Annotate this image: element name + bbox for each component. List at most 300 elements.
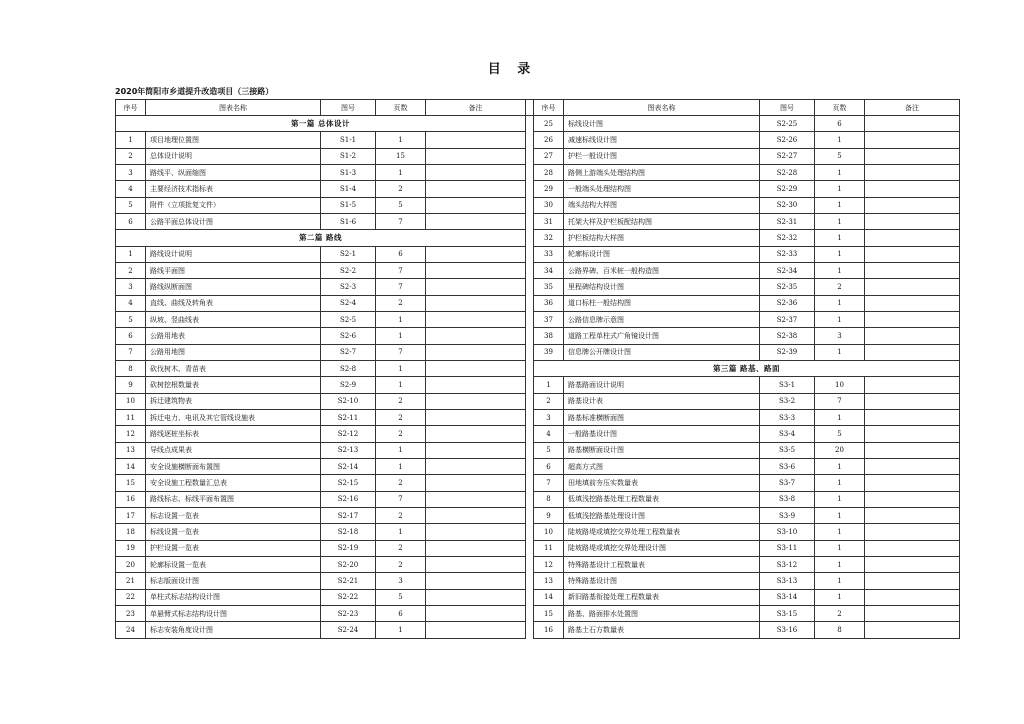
entry-name: 道路工程单柱式广角镜设计图	[564, 328, 760, 344]
entry-drawing-code: S2-31	[760, 213, 815, 229]
entry-note	[865, 524, 960, 540]
entry-note	[426, 213, 526, 229]
entry-name: 安全设施工程数量汇总表	[146, 475, 321, 491]
entry-note	[426, 475, 526, 491]
entry-drawing-code: S1-1	[321, 132, 376, 148]
entry-number: 37	[534, 311, 564, 327]
entry-name: 标志版面设计图	[146, 573, 321, 589]
entry-page-count: 1	[376, 377, 426, 393]
entry-note	[426, 458, 526, 474]
entry-page-count: 1	[815, 573, 865, 589]
header-row	[116, 100, 960, 116]
entry-drawing-code: S3-3	[760, 409, 815, 425]
entry-note	[865, 426, 960, 442]
entry-note	[865, 605, 960, 621]
entry-number: 19	[116, 540, 146, 556]
entry-drawing-code: S2-8	[321, 360, 376, 376]
table-row	[116, 442, 960, 458]
entry-drawing-code: S3-5	[760, 442, 815, 458]
entry-page-count: 2	[376, 426, 426, 442]
entry-number: 23	[116, 605, 146, 621]
entry-number: 6	[534, 458, 564, 474]
entry-number: 15	[534, 605, 564, 621]
column-gap	[526, 491, 534, 507]
entry-number: 39	[534, 344, 564, 360]
entry-page-count: 2	[815, 605, 865, 621]
entry-drawing-code: S2-34	[760, 262, 815, 278]
entry-name: 道口标柱一般结构图	[564, 295, 760, 311]
entry-number: 32	[534, 230, 564, 246]
column-gap	[526, 622, 534, 638]
entry-number: 1	[116, 132, 146, 148]
entry-number: 10	[534, 524, 564, 540]
entry-name: 路基土石方数量表	[564, 622, 760, 638]
entry-note	[865, 328, 960, 344]
entry-drawing-code: S2-4	[321, 295, 376, 311]
entry-page-count: 15	[376, 148, 426, 164]
entry-note	[865, 377, 960, 393]
entry-number: 33	[534, 246, 564, 262]
entry-number: 38	[534, 328, 564, 344]
entry-note	[865, 491, 960, 507]
entry-drawing-code: S3-8	[760, 491, 815, 507]
table-row	[116, 279, 960, 295]
entry-drawing-code: S2-27	[760, 148, 815, 164]
entry-number: 16	[534, 622, 564, 638]
entry-number: 12	[534, 556, 564, 572]
entry-number: 25	[534, 116, 564, 132]
entry-name: 路线纵断面图	[146, 279, 321, 295]
entry-number: 36	[534, 295, 564, 311]
entry-note	[865, 116, 960, 132]
entry-name: 附件（立项批复文件）	[146, 197, 321, 213]
entry-drawing-code: S2-3	[321, 279, 376, 295]
table-row	[116, 116, 960, 132]
entry-name: 低填浅挖路基处理设计图	[564, 507, 760, 523]
entry-drawing-code: S1-3	[321, 164, 376, 180]
entry-page-count: 1	[376, 442, 426, 458]
entry-note	[865, 475, 960, 491]
entry-name: 公路用地图	[146, 344, 321, 360]
entry-name: 路线设计说明	[146, 246, 321, 262]
entry-note	[426, 573, 526, 589]
entry-number: 8	[116, 360, 146, 376]
entry-page-count: 7	[815, 393, 865, 409]
entry-number: 15	[116, 475, 146, 491]
entry-note	[865, 540, 960, 556]
column-gap	[526, 589, 534, 605]
entry-note	[426, 279, 526, 295]
column-gap	[526, 605, 534, 621]
entry-note	[865, 213, 960, 229]
column-gap	[526, 540, 534, 556]
entry-note	[426, 164, 526, 180]
column-gap	[526, 344, 534, 360]
entry-note	[865, 181, 960, 197]
entry-note	[865, 295, 960, 311]
entry-name: 拆迁电力、电讯及其它管线设施表	[146, 409, 321, 425]
entry-page-count: 20	[815, 442, 865, 458]
entry-page-count: 8	[815, 622, 865, 638]
entry-number: 4	[534, 426, 564, 442]
entry-name: 护栏一般设计图	[564, 148, 760, 164]
entry-drawing-code: S2-39	[760, 344, 815, 360]
entry-drawing-code: S1-5	[321, 197, 376, 213]
entry-note	[865, 132, 960, 148]
entry-name: 新旧路基衔接处理工程数量表	[564, 589, 760, 605]
entry-page-count: 1	[815, 262, 865, 278]
column-gap	[526, 197, 534, 213]
entry-drawing-code: S3-10	[760, 524, 815, 540]
entry-name: 总体设计说明	[146, 148, 321, 164]
entry-page-count: 1	[376, 311, 426, 327]
header-no: 序号	[534, 100, 564, 116]
entry-note	[865, 589, 960, 605]
entry-drawing-code: S3-1	[760, 377, 815, 393]
entry-page-count: 6	[815, 116, 865, 132]
entry-drawing-code: S2-6	[321, 328, 376, 344]
entry-drawing-code: S2-38	[760, 328, 815, 344]
column-gap	[526, 100, 534, 116]
table-row	[116, 524, 960, 540]
entry-drawing-code: S2-2	[321, 262, 376, 278]
entry-page-count: 1	[376, 328, 426, 344]
column-gap	[526, 279, 534, 295]
entry-number: 12	[116, 426, 146, 442]
entry-note	[426, 148, 526, 164]
column-gap	[526, 295, 534, 311]
column-gap	[526, 132, 534, 148]
contents-table	[115, 99, 960, 639]
table-row	[116, 605, 960, 621]
table-row	[116, 540, 960, 556]
entry-note	[865, 573, 960, 589]
entry-number: 26	[534, 132, 564, 148]
entry-note	[426, 344, 526, 360]
entry-drawing-code: S2-18	[321, 524, 376, 540]
column-gap	[526, 213, 534, 229]
entry-drawing-code: S2-5	[321, 311, 376, 327]
entry-drawing-code: S1-4	[321, 181, 376, 197]
entry-drawing-code: S2-1	[321, 246, 376, 262]
entry-page-count: 2	[376, 181, 426, 197]
table-row	[116, 197, 960, 213]
table-row	[116, 328, 960, 344]
header-note: 备注	[865, 100, 960, 116]
entry-page-count: 7	[376, 262, 426, 278]
entry-note	[426, 409, 526, 425]
table-row	[116, 458, 960, 474]
column-gap	[526, 360, 534, 376]
entry-page-count: 2	[376, 475, 426, 491]
table-row	[116, 344, 960, 360]
header-pages: 页数	[815, 100, 865, 116]
entry-page-count: 7	[376, 279, 426, 295]
header-name: 图表名称	[564, 100, 760, 116]
table-row	[116, 262, 960, 278]
entry-page-count: 1	[815, 246, 865, 262]
entry-number: 31	[534, 213, 564, 229]
table-row	[116, 393, 960, 409]
entry-name: 护栏板结构大样图	[564, 230, 760, 246]
table-row	[116, 360, 960, 376]
entry-name: 安全设施横断面布置图	[146, 458, 321, 474]
entry-number: 27	[534, 148, 564, 164]
header-no: 序号	[116, 100, 146, 116]
table-row	[116, 426, 960, 442]
entry-page-count: 2	[376, 507, 426, 523]
section-heading: 第二篇 路线	[116, 230, 526, 246]
entry-page-count: 1	[815, 230, 865, 246]
entry-page-count: 1	[815, 556, 865, 572]
entry-note	[426, 622, 526, 638]
entry-number: 10	[116, 393, 146, 409]
entry-name: 单柱式标志结构设计图	[146, 589, 321, 605]
table-row	[116, 230, 960, 246]
entry-name: 托架大样及护栏板配结构图	[564, 213, 760, 229]
entry-drawing-code: S2-12	[321, 426, 376, 442]
entry-number: 11	[116, 409, 146, 425]
entry-page-count: 3	[376, 573, 426, 589]
entry-drawing-code: S1-6	[321, 213, 376, 229]
entry-name: 特殊路基设计图	[564, 573, 760, 589]
entry-page-count: 1	[815, 458, 865, 474]
entry-note	[865, 393, 960, 409]
entry-name: 田地填前夯压实数量表	[564, 475, 760, 491]
header-code: 图号	[321, 100, 376, 116]
entry-note	[426, 360, 526, 376]
entry-page-count: 1	[815, 164, 865, 180]
entry-name: 轮廓标设计图	[564, 246, 760, 262]
entry-drawing-code: S2-36	[760, 295, 815, 311]
table-row	[116, 507, 960, 523]
entry-number: 13	[534, 573, 564, 589]
entry-name: 标线设置一览表	[146, 524, 321, 540]
entry-name: 路基路面设计说明	[564, 377, 760, 393]
entry-drawing-code: S3-15	[760, 605, 815, 621]
entry-page-count: 1	[376, 164, 426, 180]
column-gap	[526, 507, 534, 523]
table-row	[116, 181, 960, 197]
table-row	[116, 246, 960, 262]
entry-page-count: 5	[376, 197, 426, 213]
entry-drawing-code: S3-4	[760, 426, 815, 442]
entry-note	[426, 589, 526, 605]
entry-number: 30	[534, 197, 564, 213]
entry-drawing-code: S2-24	[321, 622, 376, 638]
entry-number: 35	[534, 279, 564, 295]
entry-name: 纵坡、竖曲线表	[146, 311, 321, 327]
entry-page-count: 1	[815, 295, 865, 311]
entry-name: 公路信息牌示意图	[564, 311, 760, 327]
entry-page-count: 1	[815, 491, 865, 507]
column-gap	[526, 475, 534, 491]
entry-page-count: 1	[376, 132, 426, 148]
entry-name: 单悬臂式标志结构设计图	[146, 605, 321, 621]
entry-page-count: 7	[376, 213, 426, 229]
entry-number: 6	[116, 213, 146, 229]
entry-page-count: 2	[376, 295, 426, 311]
header-code: 图号	[760, 100, 815, 116]
entry-page-count: 1	[815, 197, 865, 213]
entry-note	[426, 295, 526, 311]
column-gap	[526, 556, 534, 572]
entry-note	[865, 507, 960, 523]
entry-number: 21	[116, 573, 146, 589]
entry-page-count: 7	[376, 491, 426, 507]
entry-name: 公路用地表	[146, 328, 321, 344]
entry-page-count: 7	[376, 344, 426, 360]
entry-drawing-code: S3-2	[760, 393, 815, 409]
entry-name: 特殊路基设计工程数量表	[564, 556, 760, 572]
table-row	[116, 573, 960, 589]
entry-note	[865, 458, 960, 474]
entry-drawing-code: S1-2	[321, 148, 376, 164]
entry-page-count: 1	[376, 622, 426, 638]
entry-page-count: 1	[815, 507, 865, 523]
project-name: 2020年简阳市乡道提升改造项目（三接路）	[115, 87, 274, 96]
section-heading: 第三篇 路基、路面	[534, 360, 960, 376]
entry-number: 8	[534, 491, 564, 507]
entry-name: 低填浅挖路基处理工程数量表	[564, 491, 760, 507]
entry-name: 一般端头处理结构图	[564, 181, 760, 197]
entry-drawing-code: S2-33	[760, 246, 815, 262]
entry-name: 路基标准横断面图	[564, 409, 760, 425]
entry-number: 16	[116, 491, 146, 507]
entry-number: 5	[534, 442, 564, 458]
entry-drawing-code: S2-16	[321, 491, 376, 507]
entry-page-count: 2	[376, 409, 426, 425]
table-row	[116, 213, 960, 229]
column-gap	[526, 230, 534, 246]
entry-number: 20	[116, 556, 146, 572]
entry-number: 7	[534, 475, 564, 491]
entry-note	[426, 442, 526, 458]
entry-note	[865, 279, 960, 295]
entry-drawing-code: S2-14	[321, 458, 376, 474]
column-gap	[526, 426, 534, 442]
table-row	[116, 377, 960, 393]
entry-number: 7	[116, 344, 146, 360]
entry-name: 标志设置一览表	[146, 507, 321, 523]
entry-page-count: 10	[815, 377, 865, 393]
entry-number: 3	[116, 279, 146, 295]
entry-note	[426, 132, 526, 148]
entry-note	[865, 442, 960, 458]
entry-page-count: 1	[815, 540, 865, 556]
entry-name: 护栏设置一览表	[146, 540, 321, 556]
entry-page-count: 1	[376, 458, 426, 474]
entry-name: 路基、路面排水处置图	[564, 605, 760, 621]
entry-drawing-code: S2-30	[760, 197, 815, 213]
entry-drawing-code: S2-10	[321, 393, 376, 409]
entry-name: 信息牌公开牌设计图	[564, 344, 760, 360]
entry-note	[426, 311, 526, 327]
table-row	[116, 148, 960, 164]
entry-name: 项目地理位置图	[146, 132, 321, 148]
column-gap	[526, 311, 534, 327]
entry-drawing-code: S2-32	[760, 230, 815, 246]
entry-name: 路侧上游端头处理结构图	[564, 164, 760, 180]
entry-page-count: 6	[376, 605, 426, 621]
entry-note	[865, 344, 960, 360]
entry-number: 3	[534, 409, 564, 425]
entry-name: 拆迁建筑物表	[146, 393, 321, 409]
column-gap	[526, 393, 534, 409]
table-row	[116, 491, 960, 507]
entry-name: 路基设计表	[564, 393, 760, 409]
entry-page-count: 1	[815, 589, 865, 605]
column-gap	[526, 573, 534, 589]
entry-number: 24	[116, 622, 146, 638]
entry-name: 路基横断面设计图	[564, 442, 760, 458]
table-row	[116, 311, 960, 327]
entry-drawing-code: S3-12	[760, 556, 815, 572]
entry-number: 13	[116, 442, 146, 458]
entry-note	[426, 507, 526, 523]
entry-name: 标志安装角度设计图	[146, 622, 321, 638]
entry-page-count: 1	[815, 132, 865, 148]
entry-name: 主要经济技术指标表	[146, 181, 321, 197]
column-gap	[526, 148, 534, 164]
entry-drawing-code: S2-7	[321, 344, 376, 360]
entry-number: 2	[534, 393, 564, 409]
entry-note	[426, 393, 526, 409]
entry-number: 29	[534, 181, 564, 197]
entry-note	[865, 164, 960, 180]
entry-page-count: 1	[815, 311, 865, 327]
entry-drawing-code: S2-11	[321, 409, 376, 425]
entry-note	[865, 262, 960, 278]
entry-drawing-code: S2-29	[760, 181, 815, 197]
entry-name: 路线逐桩坐标表	[146, 426, 321, 442]
entry-drawing-code: S2-26	[760, 132, 815, 148]
entry-name: 砍树挖根数量表	[146, 377, 321, 393]
entry-name: 标线设计图	[564, 116, 760, 132]
entry-name: 公路界碑、百米桩一般构造图	[564, 262, 760, 278]
entry-drawing-code: S2-19	[321, 540, 376, 556]
entry-drawing-code: S3-11	[760, 540, 815, 556]
entry-number: 11	[534, 540, 564, 556]
entry-drawing-code: S2-25	[760, 116, 815, 132]
column-gap	[526, 524, 534, 540]
entry-drawing-code: S2-17	[321, 507, 376, 523]
column-gap	[526, 164, 534, 180]
entry-note	[426, 426, 526, 442]
entry-drawing-code: S2-22	[321, 589, 376, 605]
entry-number: 1	[534, 377, 564, 393]
entry-name: 轮廓标设置一览表	[146, 556, 321, 572]
entry-note	[426, 262, 526, 278]
entry-number: 1	[116, 246, 146, 262]
entry-note	[426, 377, 526, 393]
entry-drawing-code: S2-13	[321, 442, 376, 458]
entry-page-count: 1	[815, 213, 865, 229]
table-row	[116, 589, 960, 605]
entry-number: 2	[116, 148, 146, 164]
column-gap	[526, 458, 534, 474]
entry-name: 路线标志、标线平面布置图	[146, 491, 321, 507]
entry-page-count: 2	[815, 279, 865, 295]
entry-note	[865, 148, 960, 164]
entry-name: 直线、曲线及转角表	[146, 295, 321, 311]
entry-name: 陡坡路堤或填挖交界处理工程数量表	[564, 524, 760, 540]
entry-number: 3	[116, 164, 146, 180]
entry-name: 一般路基设计图	[564, 426, 760, 442]
entry-page-count: 5	[815, 148, 865, 164]
entry-page-count: 1	[376, 360, 426, 376]
entry-drawing-code: S2-28	[760, 164, 815, 180]
